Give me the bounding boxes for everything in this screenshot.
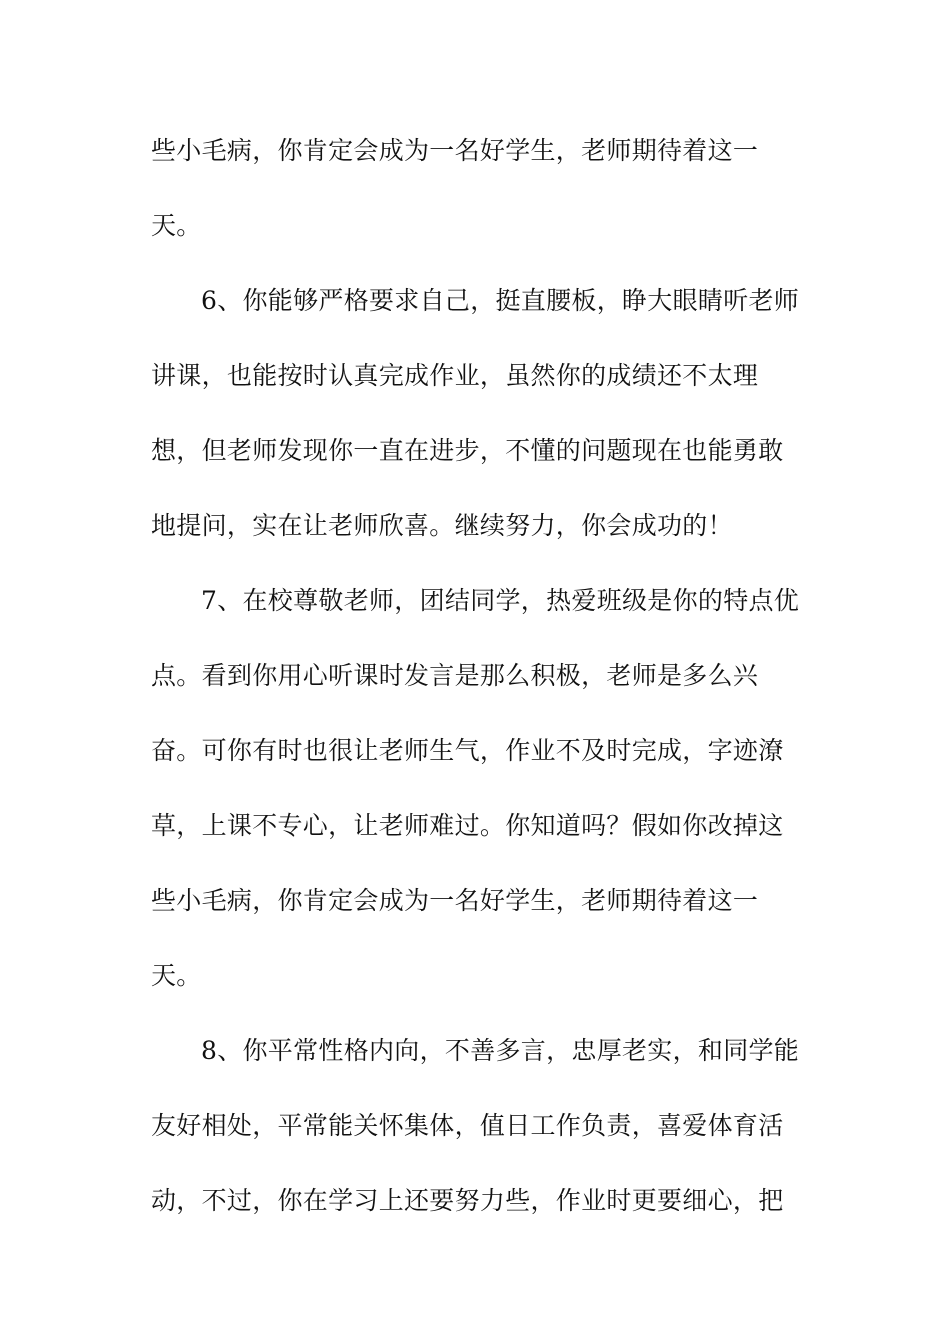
text-line: 天。	[151, 211, 202, 240]
text-line: 动，不过，你在学习上还要努力些，作业时更要细心，把	[151, 1186, 784, 1215]
text-line: 奋。可你有时也很让老师生气，作业不及时完成，字迹潦	[151, 736, 784, 765]
paragraph-7-start: 7、在校尊敬老师，团结同学，热爱班级是你的特点优	[201, 586, 800, 615]
text-line: 友好相处，平常能关怀集体，值日工作负责，喜爱体育活	[151, 1111, 784, 1140]
text-line: 点。看到你用心听课时发言是那么积极，老师是多么兴	[151, 661, 759, 690]
paragraph-8-start: 8、你平常性格内向，不善多言，忠厚老实，和同学能	[201, 1036, 800, 1065]
text-line: 些小毛病，你肯定会成为一名好学生，老师期待着这一	[151, 136, 759, 165]
text-line: 天。	[151, 961, 202, 990]
text-line: 草，上课不专心，让老师难过。你知道吗？假如你改掉这	[151, 811, 784, 840]
text-line: 地提问，实在让老师欣喜。继续努力，你会成功的！	[151, 511, 733, 540]
text-line: 些小毛病，你肯定会成为一名好学生，老师期待着这一	[151, 886, 759, 915]
text-line: 讲课，也能按时认真完成作业，虽然你的成绩还不太理	[151, 361, 759, 390]
text-line: 想，但老师发现你一直在进步，不懂的问题现在也能勇敢	[151, 436, 784, 465]
paragraph-6-start: 6、你能够严格要求自己，挺直腰板，睁大眼睛听老师	[201, 286, 800, 315]
